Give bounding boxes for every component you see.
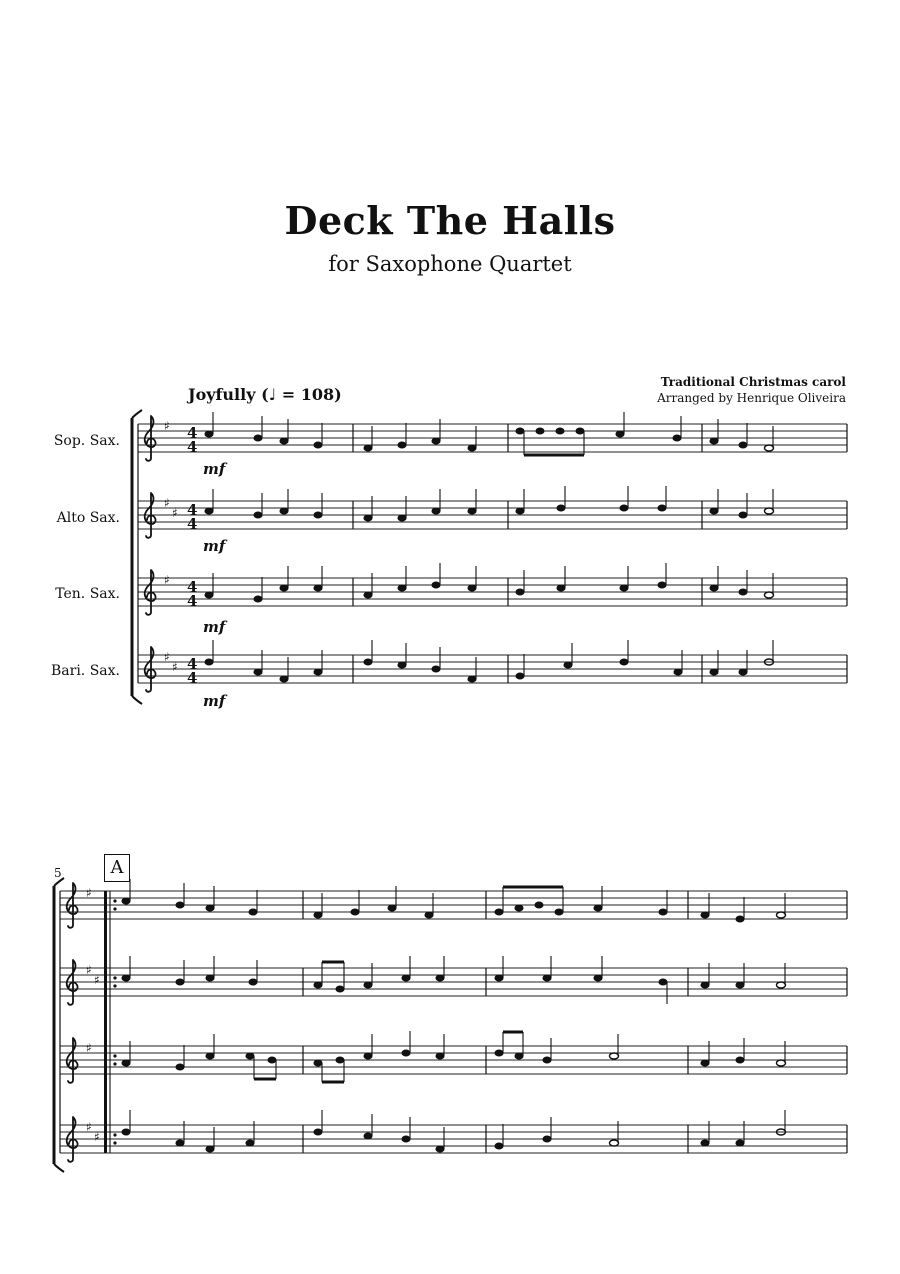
svg-text:♯: ♯ [94, 973, 100, 987]
system-1-barlines [138, 424, 847, 683]
svg-text:♯: ♯ [86, 1041, 92, 1055]
staff-baritone-2 [60, 1125, 847, 1153]
system-2 [54, 878, 847, 1172]
system-1-bracket-top [132, 410, 142, 418]
svg-text:♯: ♯ [164, 650, 170, 664]
tempo-open-paren: ( [261, 385, 269, 404]
svg-text:♯: ♯ [172, 506, 178, 520]
system-2-barlines [60, 891, 847, 1153]
svg-text:mf: mf [203, 460, 226, 478]
page-subtitle: for Saxophone Quartet [328, 252, 572, 276]
svg-text:4: 4 [187, 424, 198, 442]
system-2-bracket-top [54, 878, 64, 886]
rehearsal-mark: A [104, 854, 130, 882]
svg-text:♯: ♯ [86, 963, 92, 977]
svg-text:mf: mf [203, 537, 226, 555]
key-signature-sharps [164, 419, 178, 674]
svg-text:4: 4 [187, 515, 198, 533]
composer-credit: Traditional Christmas carol [660, 375, 846, 389]
page-title: Deck The Halls [284, 198, 616, 243]
instrument-label-soprano: Sop. Sax. [53, 433, 120, 449]
system-1-bracket-bottom [132, 696, 142, 704]
instrument-label-alto: Alto Sax. [56, 510, 120, 526]
svg-text:4: 4 [187, 501, 198, 519]
svg-text:4: 4 [187, 438, 198, 456]
svg-text:4: 4 [187, 592, 198, 610]
svg-text:4: 4 [187, 655, 198, 673]
instrument-label-baritone: Bari. Sax. [51, 663, 120, 679]
tempo-word: Joyfully [188, 385, 256, 404]
key-signature-sharps [86, 886, 100, 1144]
quarter-note-icon: ♩ [268, 385, 277, 404]
tempo-close-paren: ) [334, 385, 342, 404]
svg-text:♯: ♯ [86, 1120, 92, 1134]
svg-text:♯: ♯ [94, 1130, 100, 1144]
svg-text:4: 4 [187, 669, 198, 687]
repeat-start-barline [104, 891, 117, 1153]
bar-number: 5 [54, 866, 62, 880]
svg-text:4: 4 [187, 578, 198, 596]
system-2-bracket-bottom [54, 1164, 64, 1172]
svg-text:♯: ♯ [86, 886, 92, 900]
svg-text:♯: ♯ [172, 660, 178, 674]
svg-text:mf: mf [203, 618, 226, 636]
tempo-value: = 108 [281, 385, 335, 404]
notes-system-2 [122, 879, 786, 1152]
time-signature [187, 424, 197, 687]
instrument-label-tenor: Ten. Sax. [55, 586, 120, 602]
system-1 [132, 410, 847, 710]
arranger-credit: Arranged by Henrique Oliveira [657, 391, 846, 405]
svg-text:♯: ♯ [164, 573, 170, 587]
svg-text:♯: ♯ [164, 496, 170, 510]
svg-text:♯: ♯ [164, 419, 170, 433]
svg-text:mf: mf [203, 692, 226, 710]
